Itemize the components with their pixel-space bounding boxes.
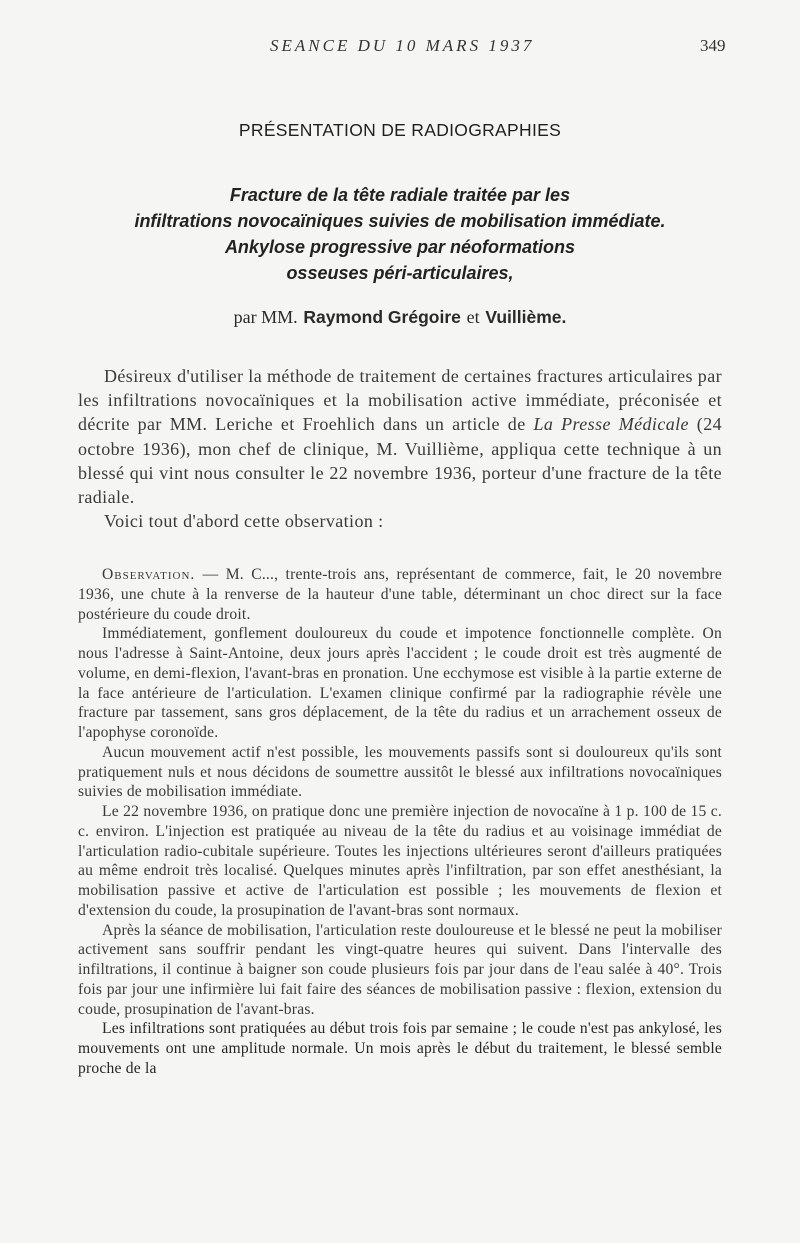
intro-paragraph: Voici tout d'abord cette observation : [104, 511, 384, 532]
article-title-line: osseuses péri-articulaires, [286, 263, 514, 283]
article-title-line: Ankylose progressive par néoformations [224, 237, 576, 257]
observation-text-part: — M. C..., trente-trois ans, représentant de commerce, fait, le 20 novembre 1936, une chute à la renverse de la hauteur d'une table, déterminant un choc direct sur la face postérieure du coude droit. [78, 566, 722, 623]
article-title-line: infiltrations novocaïniques suivies de mobilisation immédiate. [134, 211, 666, 231]
section-title: PRÉSENTATION DE RADIOGRAPHIES [238, 120, 562, 140]
journal-title: La Presse Médicale [533, 414, 689, 435]
observation-paragraph: Le 22 novembre 1936, on pratique donc une première injection de novocaïne à 1 p. 100 de 15 c. c. environ. L'injection est pratiquée au niveau de la tête du radius et au voisinage immédiat de l'articulation radio-cubitale supérieure. Toutes les injections ultérieures seront d'ailleurs pratiquées au même endroit très localisé. Quelques minutes après l'infiltration, par son effet anesthésiant, la mobilisation passive et active de l'articulation est possible ; les mouvements de flexion et d'extension du coude, la prosupination de l'avant-bras sont normaux. [78, 803, 722, 919]
article-title [60, 182, 740, 286]
observation-paragraph: Les infiltrations sont pratiquées au début trois fois par semaine ; le coude n'est pas ankylosé, les mouvements ont une amplitude normale. Un mois après le début du traitement, le blessé semble proche de la [78, 1020, 722, 1077]
author-name: Vuillième. [485, 307, 567, 327]
intro-text-part: Désireux d'utiliser la méthode de traitement de certaines fractures articulaires par les infiltrations novocaïniques et la mobilisation active immédiate, préconisée et décrite par MM. Leriche et Froehlich dans un article de [78, 366, 722, 435]
observation-label: Observation. [102, 566, 196, 583]
authors-conjunction: et [466, 307, 480, 327]
intro-text [78, 364, 722, 533]
running-head-title: SEANCE DU 10 MARS 1937 [270, 36, 535, 55]
author-line [0, 307, 800, 328]
observation-text [78, 565, 722, 1079]
page-number: 349 [700, 36, 726, 55]
author-name: Raymond Grégoire [303, 307, 461, 327]
authors-prefix: par MM. [233, 307, 298, 327]
intro-paragraph [78, 364, 722, 509]
intro-text-part: (24 octobre 1936), mon chef de clinique, M. Vuillième, appliqua cette technique à un blessé qui vint nous consulter le 22 novembre 1936, porteur d'une fracture de la tête radiale. [78, 414, 722, 508]
observation-paragraph [78, 565, 722, 624]
observation-paragraph: Après la séance de mobilisation, l'articulation reste douloureuse et le blessé ne peut la mobiliser activement sans souffrir pendant les vingt-quatre heures qui suivent. Dans l'intervalle des infiltrations, il continue à baigner son coude plusieurs fois par jour dans de l'eau salée à 40°. Trois fois par jour une infirmière lui fait faire des séances de mobilisation passive : flexion, extension du coude, prosupination de l'avant-bras. [78, 921, 722, 1018]
observation-paragraph: Aucun mouvement actif n'est possible, les mouvements passifs sont si douloureux qu'ils sont pratiquement nuls et nous décidons de soumettre aussitôt le blessé aux infiltrations novocaïniques suivies de mobilisation immédiate. [78, 743, 722, 801]
running-head [0, 36, 800, 60]
article-title-line: Fracture de la tête radiale traitée par les [229, 185, 571, 205]
observation-paragraph: Immédiatement, gonflement douloureux du coude et impotence fonctionnelle complète. On nous l'adresse à Saint-Antoine, deux jours après l'accident ; le coude droit est très augmenté de volume, en demi-flexion, l'avant-bras en pronation. Une ecchymose est visible à la partie externe de la face antérieure de l'articulation. L'examen clinique confirmé par la radiographie révèle une fracture par tassement, sans gros déplacement, de la tête du radius et un arrachement osseux de l'apophyse coronoïde. [78, 625, 722, 741]
